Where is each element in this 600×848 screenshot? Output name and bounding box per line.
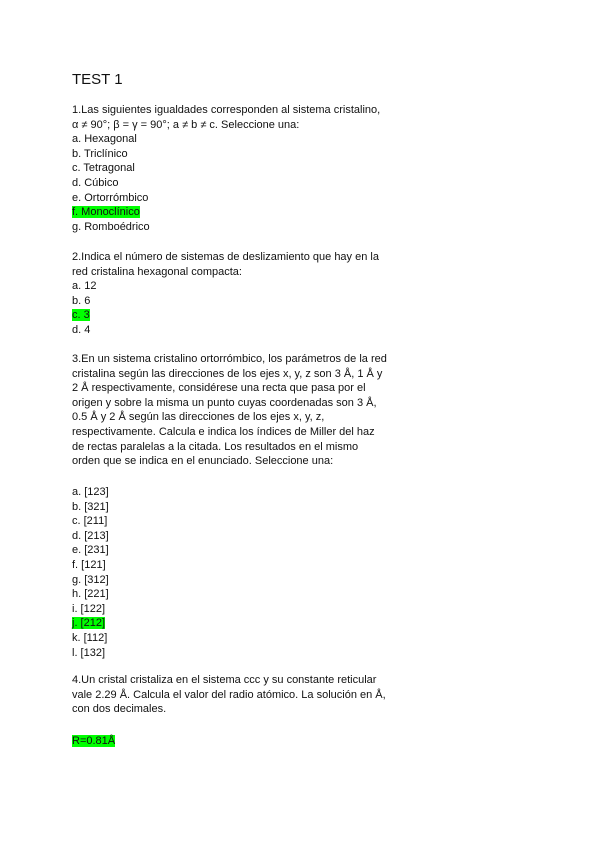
- correct-option: c. 3: [72, 309, 90, 322]
- question-text: origen y sobre la misma un punto cuyas coordenadas son 3 Å,: [72, 396, 377, 409]
- question-text: con dos decimales.: [72, 703, 167, 716]
- option: d. 4: [72, 323, 91, 336]
- option: b. Triclínico: [72, 147, 128, 160]
- question-text: red cristalina hexagonal compacta:: [72, 265, 242, 278]
- question-4: [72, 673, 386, 717]
- correct-answer: R=0.81Å: [72, 735, 116, 747]
- option: b. 6: [72, 294, 91, 307]
- question-text: respectivamente. Calcula e indica los índices de Miller del haz: [72, 425, 375, 438]
- option: b. [321]: [72, 500, 109, 513]
- option: f. [121]: [72, 558, 106, 571]
- question-3-options: [72, 485, 109, 660]
- question-text: de rectas paralelas a la citada. Los resultados en el mismo: [72, 440, 359, 453]
- document-title: TEST 1: [72, 71, 123, 88]
- option: e. Ortorrómbico: [72, 191, 149, 204]
- option: c. [211]: [72, 515, 108, 528]
- question-text: 0.5 Å y 2 Å según las direcciones de los ejes x, y, z,: [72, 411, 325, 424]
- question-text: cristalina según las direcciones de los ejes x, y, z son 3 Å, 1 Å y: [72, 367, 383, 380]
- question-text: 3.En un sistema cristalino ortorrómbico, los parámetros de la red: [72, 353, 387, 365]
- option: d. Cúbico: [72, 176, 119, 189]
- option: c. Tetragonal: [72, 162, 135, 175]
- question-text: orden que se indica en el enunciado. Seleccione una:: [72, 455, 334, 468]
- option: h. [221]: [72, 588, 109, 601]
- correct-option: j. [212]: [72, 617, 106, 630]
- question-1: [72, 103, 380, 234]
- correct-option: f. Monoclínico: [72, 206, 140, 219]
- option: l. [132]: [72, 646, 106, 659]
- question-text: vale 2.29 Å. Calcula el valor del radio atómico. La solución en Å,: [72, 688, 386, 701]
- option: k. [112]: [72, 631, 108, 644]
- question-2: [72, 250, 379, 338]
- option: g. Romboédrico: [72, 220, 150, 233]
- option: g. [312]: [72, 573, 109, 586]
- question-text: 2.Indica el número de sistemas de deslizamiento que hay en la: [72, 251, 379, 263]
- question-text: 4.Un cristal cristaliza en el sistema ccc y su constante reticular: [72, 674, 377, 686]
- option: a. 12: [72, 280, 97, 293]
- option: e. [231]: [72, 544, 109, 557]
- question-4-answer: [72, 734, 115, 749]
- question-text: α ≠ 90°; β = γ = 90°; a ≠ b ≠ c. Seleccione una:: [72, 118, 300, 131]
- question-3: [72, 352, 387, 469]
- question-text: 1.Las siguientes igualdades corresponden al sistema cristalino,: [72, 104, 381, 116]
- question-text: 2 Å respectivamente, considérese una recta que pasa por el: [72, 382, 366, 395]
- option: a. [123]: [72, 486, 109, 498]
- option: i. [122]: [72, 602, 106, 615]
- option: a. Hexagonal: [72, 133, 137, 146]
- option: d. [213]: [72, 529, 109, 542]
